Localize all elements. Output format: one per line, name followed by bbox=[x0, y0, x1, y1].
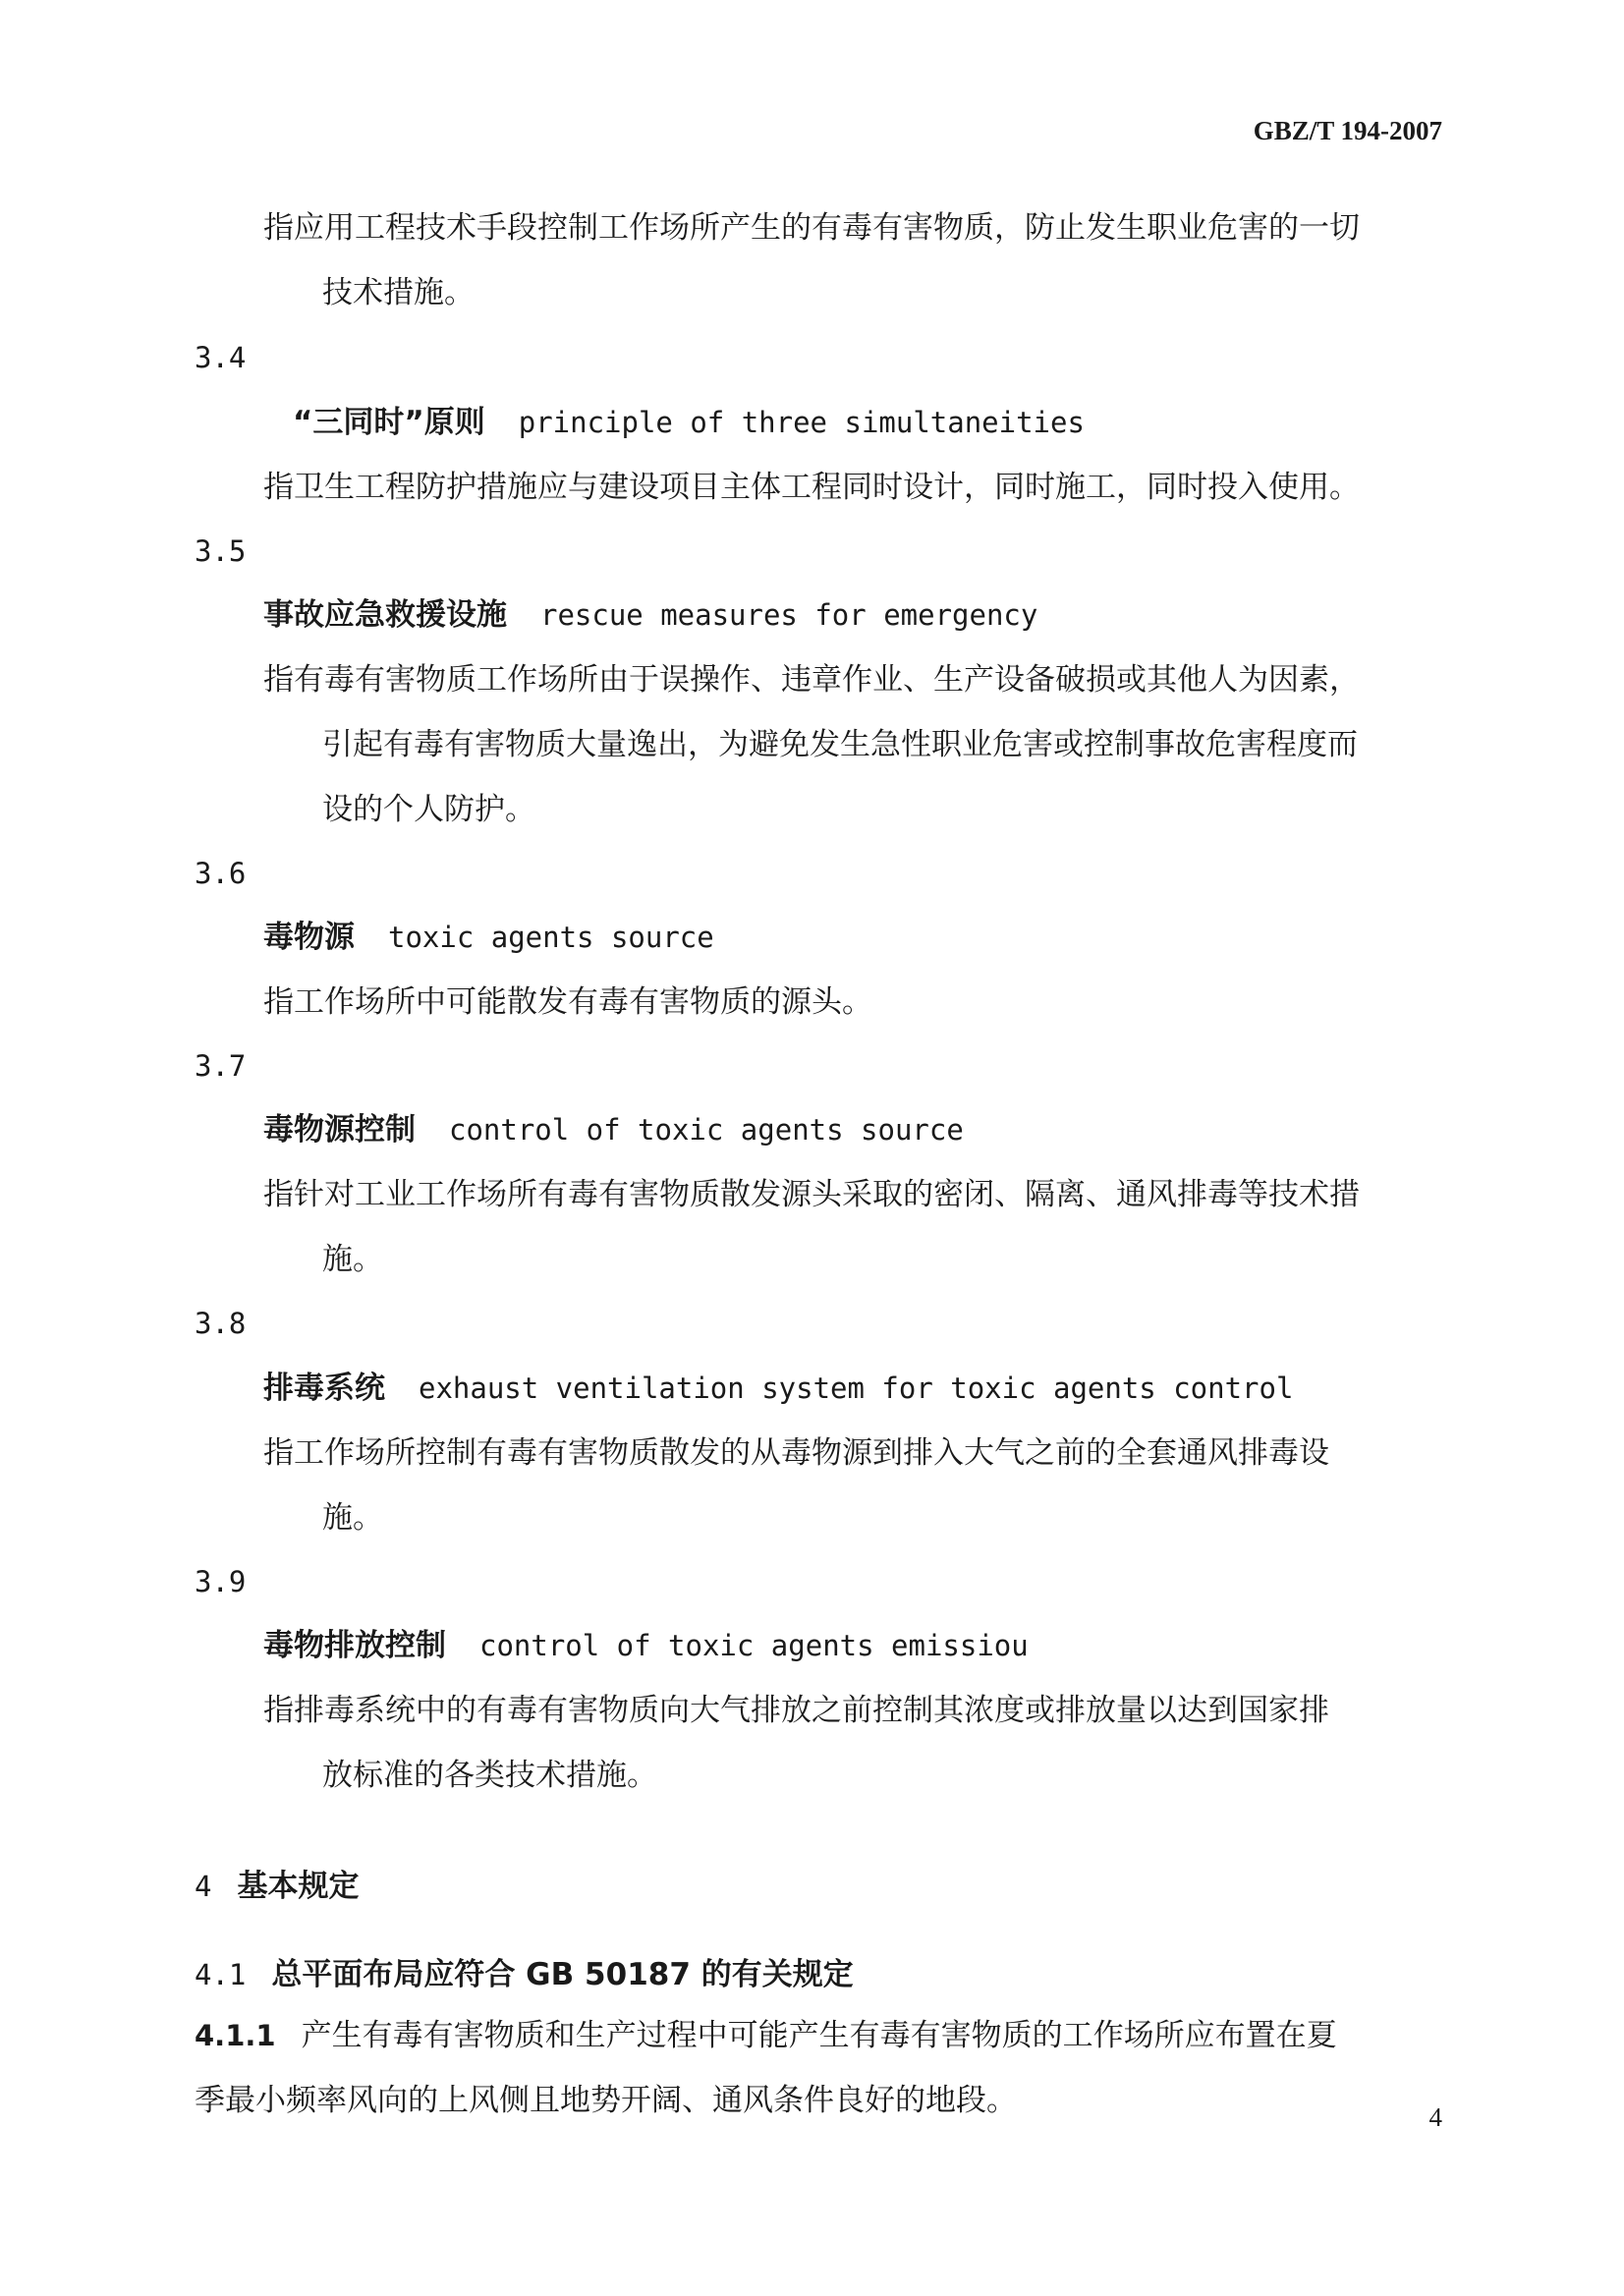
definition-line: 指针对工业工作场所有毒有害物质散发源头采取的密闭、隔离、通风排毒等技术措 bbox=[263, 1177, 1360, 1212]
term-heading bbox=[263, 918, 714, 957]
term-heading bbox=[263, 595, 1037, 635]
subsection-title: 总平面布局应符合 GB 50187 的有关规定 bbox=[271, 1957, 854, 1992]
term-heading bbox=[263, 1626, 1029, 1665]
term-english: exhaust ventilation system for toxic agents control bbox=[419, 1372, 1294, 1405]
clause-number: 3.4 bbox=[195, 341, 247, 374]
term-english: control of toxic agents emissiou bbox=[479, 1629, 1029, 1662]
subsection-number: 4.1 bbox=[195, 1958, 247, 1991]
clause-paragraph-line: 季最小频率风向的上风侧且地势开阔、通风条件良好的地段。 bbox=[195, 2083, 1017, 2118]
definition-line: 指工作场所中可能散发有毒有害物质的源头。 bbox=[263, 984, 872, 1020]
term-chinese: 毒物排放控制 bbox=[263, 1628, 446, 1663]
clause-number: 3.7 bbox=[195, 1049, 247, 1083]
term-heading bbox=[263, 1110, 964, 1149]
term-heading bbox=[293, 403, 1085, 442]
term-english: control of toxic agents source bbox=[449, 1113, 964, 1147]
definition-line: 指排毒系统中的有毒有害物质向大气排放之前控制其浓度或排放量以达到国家排 bbox=[263, 1693, 1329, 1728]
clause-number: 3.5 bbox=[195, 534, 247, 568]
clause-number: 3.8 bbox=[195, 1307, 247, 1340]
term-english: principle of three simultaneities bbox=[518, 406, 1085, 439]
definition-line: 指有毒有害物质工作场所由于误操作、违章作业、生产设备破损或其他人为因素， bbox=[263, 662, 1360, 698]
clause-number: 3.9 bbox=[195, 1565, 247, 1598]
definition-line: 放标准的各类技术措施。 bbox=[322, 1758, 657, 1793]
section-title: 基本规定 bbox=[237, 1869, 360, 1904]
term-chinese: 毒物源 bbox=[263, 920, 355, 955]
definition-line: 设的个人防护。 bbox=[322, 792, 535, 827]
term-english: toxic agents source bbox=[388, 921, 714, 954]
standard-code: GBZ/T 194-2007 bbox=[1253, 116, 1442, 145]
term-chinese: 排毒系统 bbox=[263, 1371, 385, 1406]
clause-number: 4.1.1 bbox=[195, 2019, 276, 2052]
term-english: rescue measures for emergency bbox=[540, 598, 1038, 632]
definition-line: 施。 bbox=[322, 1242, 383, 1277]
definition-line: 指卫生工程防护措施应与建设项目主体工程同时设计，同时施工，同时投入使用。 bbox=[263, 470, 1360, 505]
definition-line: 指应用工程技术手段控制工作场所产生的有毒有害物质，防止发生职业危害的一切 bbox=[263, 210, 1360, 246]
definition-line: 施。 bbox=[322, 1500, 383, 1536]
definition-line: 引起有毒有害物质大量逸出，为避免发生急性职业危害或控制事故危害程度而 bbox=[322, 727, 1358, 762]
definition-line: 指工作场所控制有毒有害物质散发的从毒物源到排入大气之前的全套通风排毒设 bbox=[263, 1435, 1329, 1471]
clause-text: 产生有毒有害物质和生产过程中可能产生有毒有害物质的工作场所应布置在夏 bbox=[301, 2018, 1337, 2053]
term-chinese: “三同时”原则 bbox=[293, 405, 485, 440]
clause-number: 3.6 bbox=[195, 857, 247, 890]
term-chinese: 毒物源控制 bbox=[263, 1112, 416, 1148]
subsection-heading bbox=[195, 1955, 854, 1994]
term-chinese: 事故应急救援设施 bbox=[263, 597, 507, 633]
section-heading bbox=[195, 1867, 359, 1906]
page-number: 4 bbox=[1428, 2102, 1442, 2132]
section-number: 4 bbox=[195, 1870, 212, 1903]
clause-paragraph-line bbox=[195, 2016, 1337, 2055]
definition-line: 技术措施。 bbox=[322, 275, 475, 310]
term-heading bbox=[263, 1369, 1293, 1408]
